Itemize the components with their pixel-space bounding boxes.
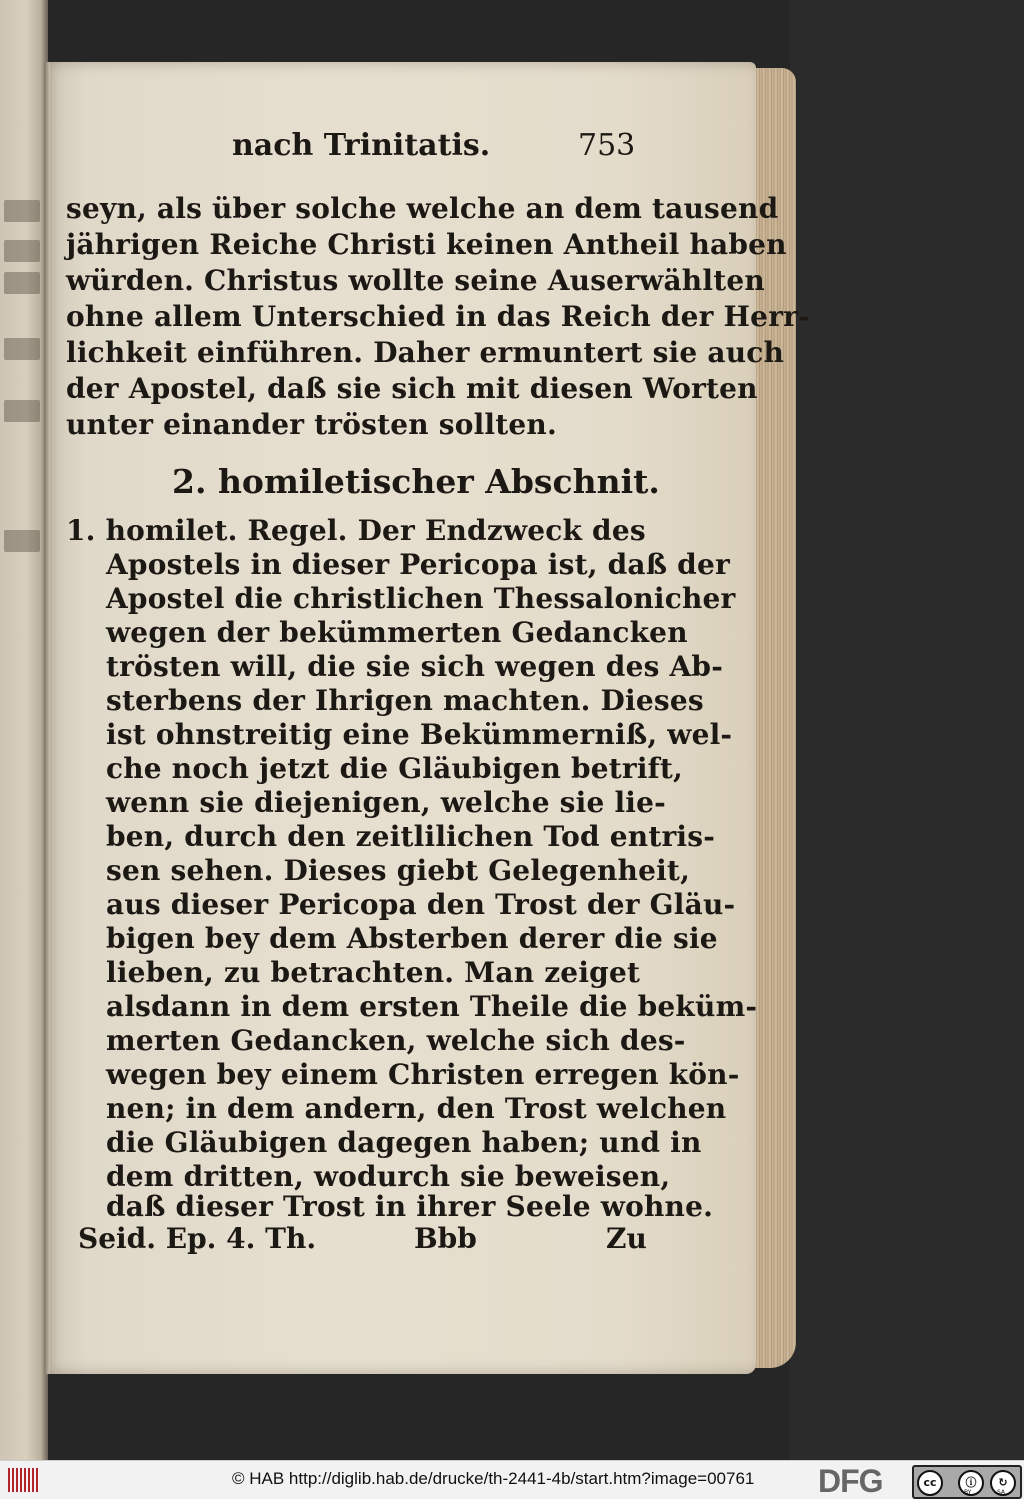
catchword: Zu <box>606 1222 647 1255</box>
cc-license-badge[interactable] <box>912 1465 1022 1499</box>
text-line: ohne allem Unterschied in das Reich der Herr- <box>66 300 810 333</box>
dfg-logo: DFG <box>818 1463 883 1499</box>
page-number: 753 <box>578 128 636 163</box>
text-line: trösten will, die sie sich wegen des Ab- <box>106 650 724 683</box>
text-line: wegen bey einem Christen erregen kön- <box>106 1058 740 1091</box>
viewer-footer-bar <box>0 1460 1024 1499</box>
text-line: bigen bey dem Absterben derer die sie <box>106 922 718 955</box>
text-line: unter einander trösten sollten. <box>66 408 557 441</box>
text-line: ist ohnstreitig eine Bekümmerniß, wel- <box>106 718 733 751</box>
text-line: Apostel die christlichen Thessalonicher <box>106 582 736 615</box>
share-alike-icon: ↻ <box>990 1470 1016 1496</box>
text-line: nen; in dem andern, den Trost welchen <box>106 1092 727 1125</box>
text-line: che noch jetzt die Gläubigen betrift, <box>106 752 683 785</box>
text-line: 1. homilet. Regel. Der Endzweck des <box>66 514 646 547</box>
barcode-icon <box>8 1468 38 1492</box>
text-line: wegen der bekümmerten Gedancken <box>106 616 688 649</box>
text-line: der Apostel, daß sie sich mit diesen Worten <box>66 372 758 405</box>
section-heading: 2. homiletischer Abschnit. <box>172 462 660 501</box>
bleed-mark <box>4 400 40 422</box>
signature-mark: Bbb <box>414 1222 477 1255</box>
bleed-mark <box>4 240 40 262</box>
text-line: aus dieser Pericopa den Trost der Gläu- <box>106 888 736 921</box>
license-sa-label: SA <box>997 1489 1006 1496</box>
text-line: ben, durch den zeitlilichen Tod entris- <box>106 820 716 853</box>
copyright-link[interactable]: © HAB http://diglib.hab.de/drucke/th-2441-4b/start.htm?image=00761 <box>232 1469 755 1488</box>
bleed-mark <box>4 530 40 552</box>
text-line: Apostels in dieser Pericopa ist, daß der <box>106 548 730 581</box>
previous-page-edge <box>0 0 48 1460</box>
bleed-mark <box>4 272 40 294</box>
text-line: lieben, zu betrachten. Man zeiget <box>106 956 641 989</box>
scanner-backdrop <box>790 0 1024 1460</box>
text-line: dem dritten, wodurch sie beweisen, <box>106 1160 671 1193</box>
text-line: würden. Christus wollte seine Auserwählten <box>66 264 765 297</box>
text-line: alsdann in dem ersten Theile die beküm- <box>106 990 758 1023</box>
attribution-icon: ⓘ <box>958 1470 984 1496</box>
license-by-label: BY <box>964 1489 972 1496</box>
text-line: seyn, als über solche welche an dem tausend <box>66 192 779 225</box>
text-line: sen sehen. Dieses giebt Gelegenheit, <box>106 854 691 887</box>
running-head: nach Trinitatis. <box>232 128 491 163</box>
bleed-mark <box>4 338 40 360</box>
text-line: wenn sie diejenigen, welche sie lie- <box>106 786 666 819</box>
text-line: jährigen Reiche Christi keinen Antheil haben <box>66 228 787 261</box>
page-gutter <box>44 62 50 1374</box>
text-line: merten Gedancken, welche sich des- <box>106 1024 686 1057</box>
text-line: lichkeit einführen. Daher ermuntert sie auch <box>66 336 785 369</box>
text-line: sterbens der Ihrigen machten. Dieses <box>106 684 704 717</box>
cc-icon: cc <box>917 1470 943 1496</box>
printer-footer-title: Seid. Ep. 4. Th. <box>78 1222 317 1255</box>
bleed-mark <box>4 200 40 222</box>
text-line: daß dieser Trost in ihrer Seele wohne. <box>106 1190 714 1223</box>
text-line: die Gläubigen dagegen haben; und in <box>106 1126 702 1159</box>
